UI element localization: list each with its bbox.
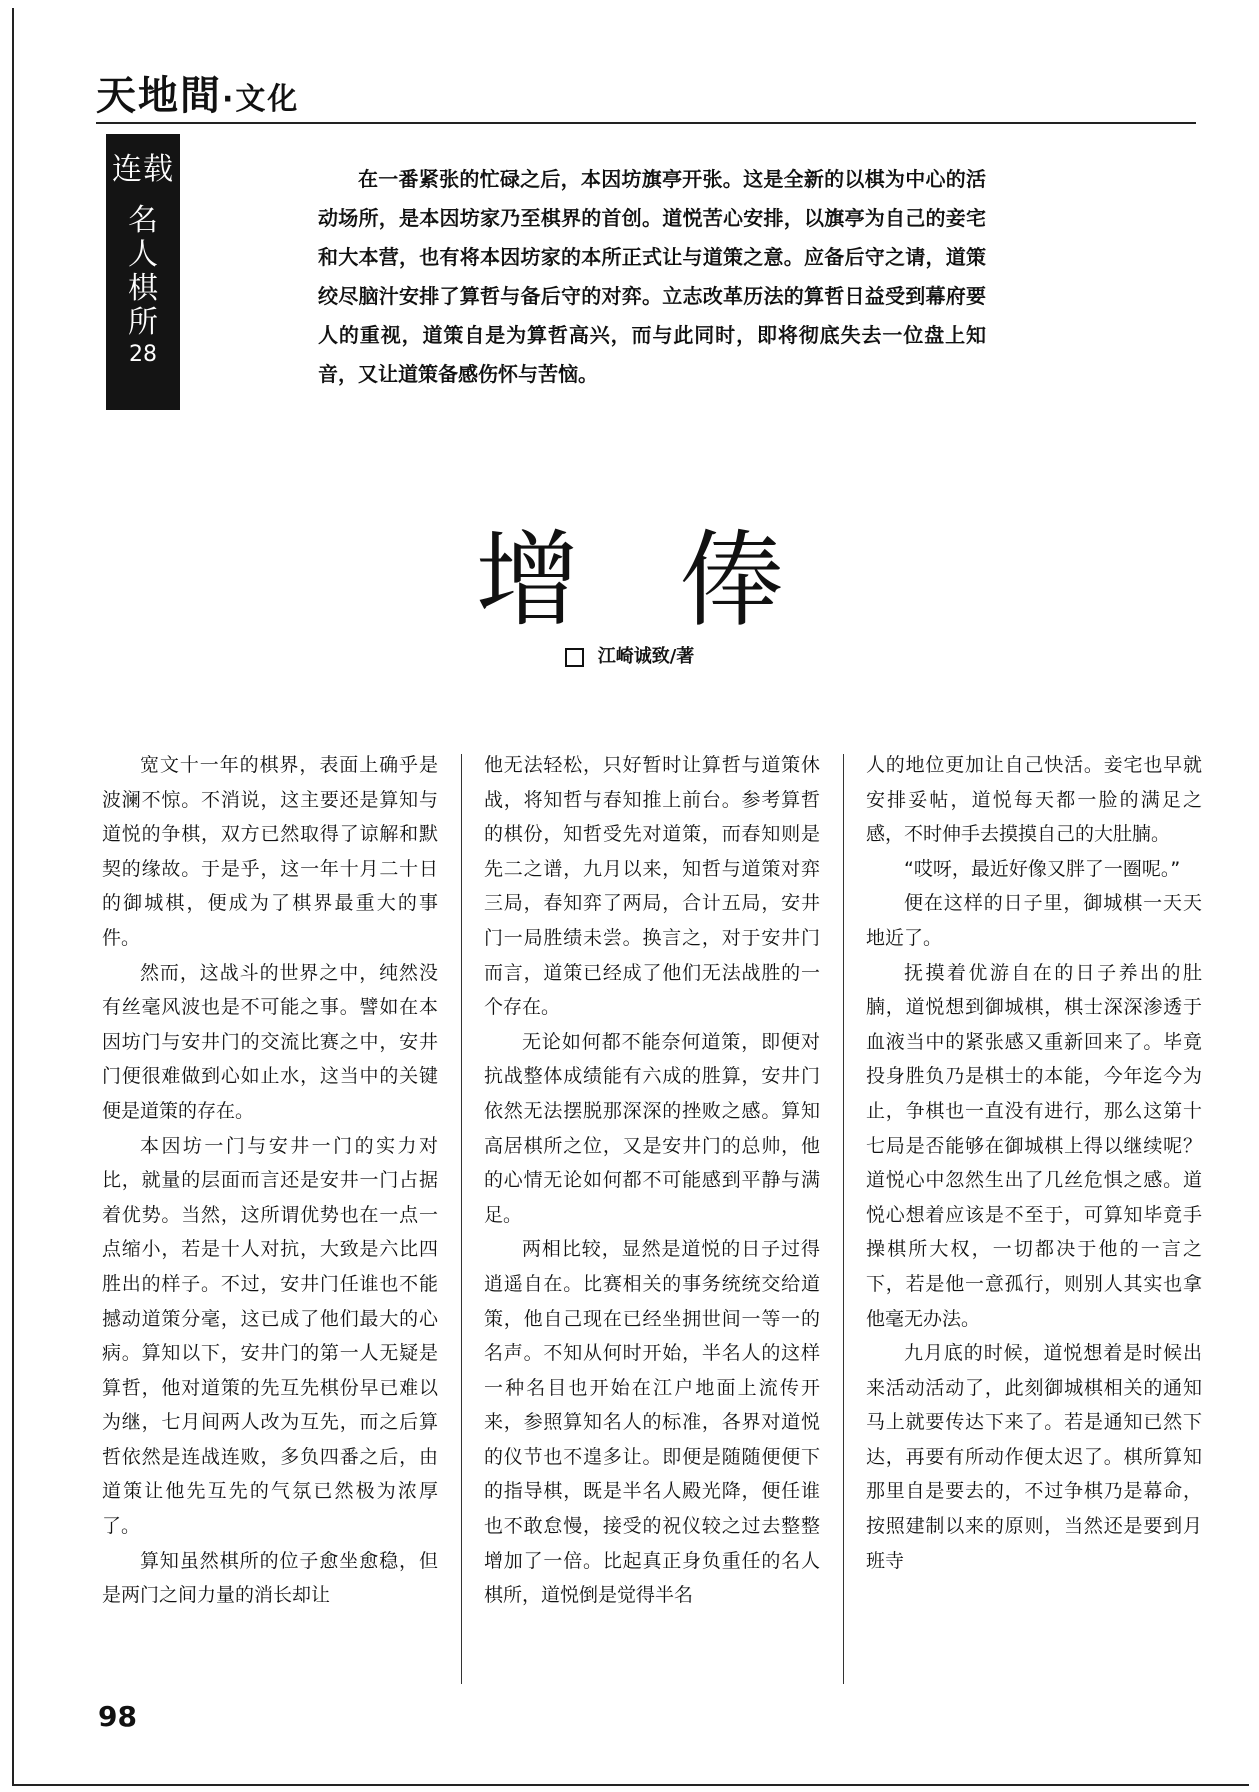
- paragraph: 然而，这战斗的世界之中，纯然没有丝毫风波也是不可能之事。譬如在本因坊门与安井门的交流比赛之中，安井门便很难做到心如止水，这当中的关键便是道策的存在。: [102, 961, 438, 1122]
- intro-summary: 在一番紧张的忙碌之后，本因坊旗亭开张。这是全新的以棋为中心的活动场所，是本因坊家乃至棋界的首创。道悦苦心安排，以旗亭为自己的妾宅和大本营，也有将本因坊家的本所正式让与道策之意。应备后守之请，道策绞尽脑汁安排了算哲与备后守的对弈。立志改革历法的算哲日益受到幕府要人的重视，道策自是为算哲高兴，而与此同时，即将彻底失去一位盘上知音，又让道策备感伤怀与苦恼。: [318, 167, 986, 386]
- paragraph: 无论如何都不能奈何道策，即便对抗战整体成绩能有六成的胜算，安井门依然无法摆脱那深深的挫败之感。算知高居棋所之位，又是安井门的总帅，他的心情无论如何都不可能感到平静与满足。: [484, 1030, 820, 1226]
- paragraph: 九月底的时候，道悦想着是时候出来活动活动了，此刻御城棋相关的通知马上就要传达下来了。若是通知已然下达，再要有所动作便太迟了。棋所算知那里自是要去的，不过争棋乃是幕命，按照建制以来的原则，当然还是要到月班寺: [866, 1342, 1202, 1572]
- column-name-char: 所: [128, 305, 158, 340]
- article-body: [102, 748, 1202, 1688]
- paragraph: 本因坊一门与安井一门的实力对比，就量的层面而言还是安井一门占据着优势。当然，这所谓优势也在一点一点缩小，若是十人对抗，大致是六比四胜出的样子。不过，安井门任谁也不能撼动道策分毫，这已成了他们最大的心病。算知以下，安井门的第一人无疑是算哲，他对道策的先互先棋份早已难以为继，七月间两人改为互先，而之后算哲依然是连战连败，多负四番之后，由道策让他先互先的气氛已然极为浓厚了。: [102, 1134, 438, 1538]
- column-name-char: 棋: [128, 271, 158, 306]
- column-divider: [843, 754, 844, 1684]
- serial-label: 连载: [112, 152, 174, 187]
- masthead: [96, 64, 299, 121]
- article-column-3: [866, 748, 1202, 1688]
- paragraph: 算知虽然棋所的位子愈坐愈稳，但是两门之间力量的消长却让: [102, 1549, 438, 1607]
- byline-square-icon: [565, 648, 584, 667]
- serial-column-tag: [106, 134, 180, 410]
- paragraph: 他无法轻松，只好暂时让算哲与道策休战，将知哲与春知推上前台。参考算哲的棋份，知哲受先对道策，而春知则是先二之谱，九月以来，知哲与道策对弈三局，春知弈了两局，合计五局，安井门一局胜绩未尝。换言之，对于安井门而言，道策已经成了他们无法战胜的一个存在。: [484, 754, 820, 1019]
- paragraph: 两相比较，显然是道悦的日子过得逍遥自在。比赛相关的事务统统交给道策，他自己现在已经坐拥世间一等一的名声。不知从何时开始，半名人的这样一种名目也开始在江户地面上流传开来，参照算知名人的标准，各界对道悦的仪节也不遑多让。即便是随随便便下的指导棋，既是半名人殿光降，便任谁也不敢怠慢，接受的祝仪较之过去整整增加了一倍。比起真正身负重任的名人棋所，道悦倒是觉得半名: [484, 1238, 820, 1607]
- byline: [0, 642, 1259, 668]
- paragraph: 便在这样的日子里，御城棋一天天地近了。: [866, 892, 1202, 949]
- article-title: 增俸: [475, 519, 884, 641]
- paragraph: 宽文十一年的棋界，表面上确乎是波澜不惊。不消说，这主要还是算知与道悦的争棋，双方已然取得了谅解和默契的缘故。于是乎，这一年十月二十日的御城棋，便成为了棋界最重大的事件。: [102, 754, 438, 949]
- column-name-char: 名: [128, 203, 158, 238]
- header-rule: [96, 122, 1196, 124]
- column-name-char: 人: [128, 237, 158, 272]
- page-number: 98: [98, 1700, 137, 1733]
- byline-author: 江崎诚致/著: [597, 646, 695, 667]
- serial-number: 28: [129, 342, 157, 367]
- article-column-1: [102, 748, 438, 1688]
- paragraph: 抚摸着优游自在的日子养出的肚腩，道悦想到御城棋，棋士深深渗透于血液当中的紧张感又重新回来了。毕竟投身胜负乃是棋士的本能，今年迄今为止，争棋也一直没有进行，那么这第十七局是否能够在御城棋上得以继续呢？道悦心中忽然生出了几丝危惧之感。道悦心想着应该是不至于，可算知毕竟手操棋所大权，一切都决于他的一言之下，若是他一意孤行，则别人其实也拿他毫无办法。: [866, 961, 1202, 1330]
- paragraph: 人的地位更加让自己快活。妾宅也早就安排妥帖，道悦每天都一脸的满足之感，不时伸手去摸摸自己的大肚腩。: [866, 754, 1202, 846]
- article-column-2: [484, 748, 820, 1688]
- masthead-brand: 天地間: [96, 72, 222, 119]
- column-name: [106, 204, 180, 340]
- column-divider: [461, 754, 462, 1684]
- paragraph: “哎呀，最近好像又胖了一圈呢。”: [904, 857, 1181, 880]
- masthead-section: ·文化: [222, 82, 300, 117]
